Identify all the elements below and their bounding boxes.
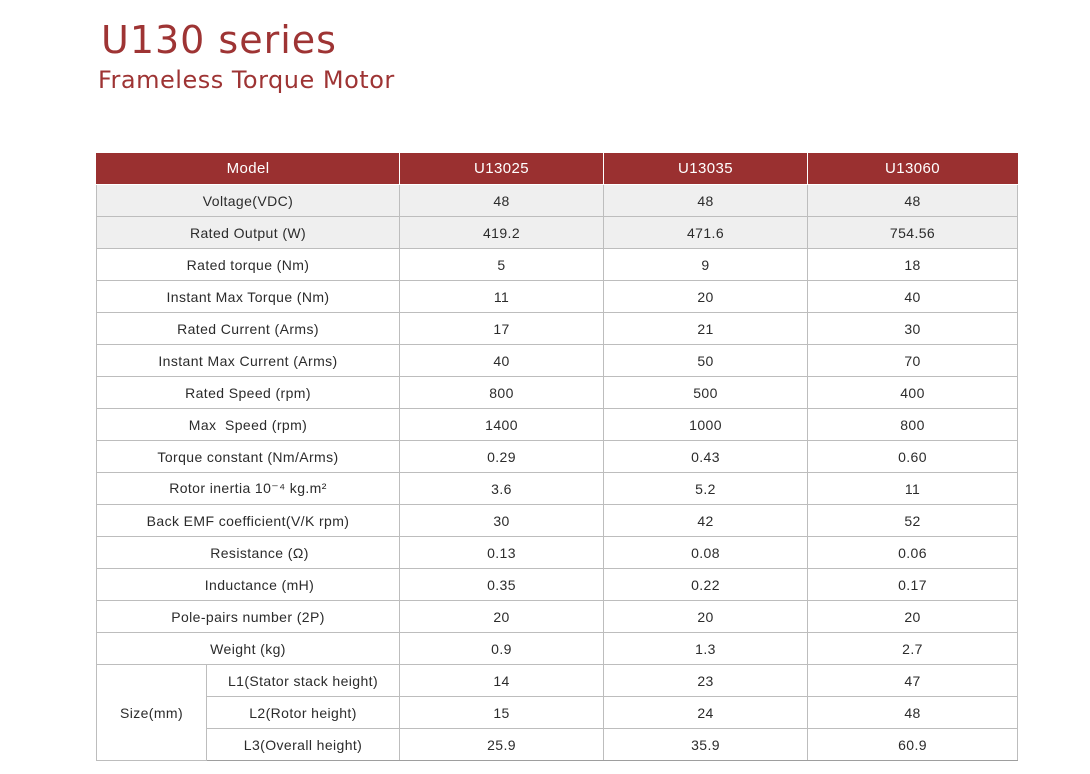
- cell-value: 21: [604, 313, 808, 345]
- cell-value: 40: [808, 281, 1018, 313]
- table-row: [97, 185, 1018, 217]
- cell-value: 5.2: [604, 473, 808, 505]
- table-row: [97, 345, 1018, 377]
- cell-value: 800: [808, 409, 1018, 441]
- cell-value: 14: [400, 665, 604, 697]
- table-row: [97, 729, 1018, 761]
- cell-value: 2.7: [808, 633, 1018, 665]
- cell-value: 35.9: [604, 729, 808, 761]
- row-label: Rated torque (Nm): [97, 249, 400, 281]
- column-header-u13025: U13025: [400, 153, 604, 185]
- cell-value: 48: [604, 185, 808, 217]
- row-label: Resistance (Ω): [97, 537, 400, 569]
- cell-value: 0.06: [808, 537, 1018, 569]
- table-row: [97, 409, 1018, 441]
- page-title: U130 series: [101, 18, 337, 62]
- table-row: [97, 697, 1018, 729]
- cell-value: 40: [400, 345, 604, 377]
- table-header-row: [97, 153, 1018, 185]
- row-label: Pole-pairs number (2P): [97, 601, 400, 633]
- column-header-model: Model: [97, 153, 400, 185]
- cell-value: 0.13: [400, 537, 604, 569]
- cell-value: 0.08: [604, 537, 808, 569]
- cell-value: 0.29: [400, 441, 604, 473]
- cell-value: 47: [808, 665, 1018, 697]
- cell-value: 17: [400, 313, 604, 345]
- table-row: [97, 249, 1018, 281]
- page-subtitle: Frameless Torque Motor: [98, 66, 395, 94]
- cell-value: 0.60: [808, 441, 1018, 473]
- table-row: [97, 601, 1018, 633]
- row-label: Voltage(VDC): [97, 185, 400, 217]
- cell-value: 18: [808, 249, 1018, 281]
- row-label: Inductance (mH): [97, 569, 400, 601]
- cell-value: 30: [808, 313, 1018, 345]
- row-label: Max Speed (rpm): [97, 409, 400, 441]
- row-label: Rated Output (W): [97, 217, 400, 249]
- cell-value: 15: [400, 697, 604, 729]
- row-label: Instant Max Torque (Nm): [97, 281, 400, 313]
- cell-value: 20: [604, 601, 808, 633]
- cell-value: 30: [400, 505, 604, 537]
- cell-value: 1400: [400, 409, 604, 441]
- row-label: L2(Rotor height): [207, 697, 400, 729]
- row-label: Back EMF coefficient(V/K rpm): [97, 505, 400, 537]
- cell-value: 754.56: [808, 217, 1018, 249]
- cell-value: 11: [808, 473, 1018, 505]
- table-row: [97, 633, 1018, 665]
- table-row: [97, 441, 1018, 473]
- row-label: Weight (kg): [97, 633, 400, 665]
- cell-value: 50: [604, 345, 808, 377]
- cell-value: 1.3: [604, 633, 808, 665]
- cell-value: 0.9: [400, 633, 604, 665]
- row-label: Rotor inertia 10⁻⁴ kg.m²: [97, 473, 400, 505]
- row-label: Rated Speed (rpm): [97, 377, 400, 409]
- cell-value: 400: [808, 377, 1018, 409]
- table-row: [97, 217, 1018, 249]
- table-row: [97, 313, 1018, 345]
- cell-value: 11: [400, 281, 604, 313]
- table-body: [97, 185, 1018, 761]
- table-row: [97, 377, 1018, 409]
- cell-value: 471.6: [604, 217, 808, 249]
- cell-value: 9: [604, 249, 808, 281]
- cell-value: 20: [808, 601, 1018, 633]
- cell-value: 48: [400, 185, 604, 217]
- cell-value: 23: [604, 665, 808, 697]
- cell-value: 48: [808, 697, 1018, 729]
- cell-value: 48: [808, 185, 1018, 217]
- cell-value: 500: [604, 377, 808, 409]
- row-label: L1(Stator stack height): [207, 665, 400, 697]
- cell-value: 20: [400, 601, 604, 633]
- cell-value: 25.9: [400, 729, 604, 761]
- table-row: [97, 505, 1018, 537]
- table-row: [97, 537, 1018, 569]
- row-label: L3(Overall height): [207, 729, 400, 761]
- cell-value: 42: [604, 505, 808, 537]
- row-label: Torque constant (Nm/Arms): [97, 441, 400, 473]
- column-header-u13060: U13060: [808, 153, 1018, 185]
- spec-table: [96, 153, 1018, 761]
- cell-value: 3.6: [400, 473, 604, 505]
- row-label: Rated Current (Arms): [97, 313, 400, 345]
- cell-value: 5: [400, 249, 604, 281]
- cell-value: 419.2: [400, 217, 604, 249]
- cell-value: 0.17: [808, 569, 1018, 601]
- table-row: [97, 281, 1018, 313]
- size-group-label: Size(mm): [97, 665, 207, 761]
- row-label: Instant Max Current (Arms): [97, 345, 400, 377]
- table-row: [97, 665, 1018, 697]
- cell-value: 1000: [604, 409, 808, 441]
- cell-value: 52: [808, 505, 1018, 537]
- cell-value: 70: [808, 345, 1018, 377]
- table-row: [97, 569, 1018, 601]
- cell-value: 60.9: [808, 729, 1018, 761]
- cell-value: 800: [400, 377, 604, 409]
- cell-value: 20: [604, 281, 808, 313]
- cell-value: 24: [604, 697, 808, 729]
- column-header-u13035: U13035: [604, 153, 808, 185]
- cell-value: 0.35: [400, 569, 604, 601]
- cell-value: 0.22: [604, 569, 808, 601]
- table-row: [97, 473, 1018, 505]
- cell-value: 0.43: [604, 441, 808, 473]
